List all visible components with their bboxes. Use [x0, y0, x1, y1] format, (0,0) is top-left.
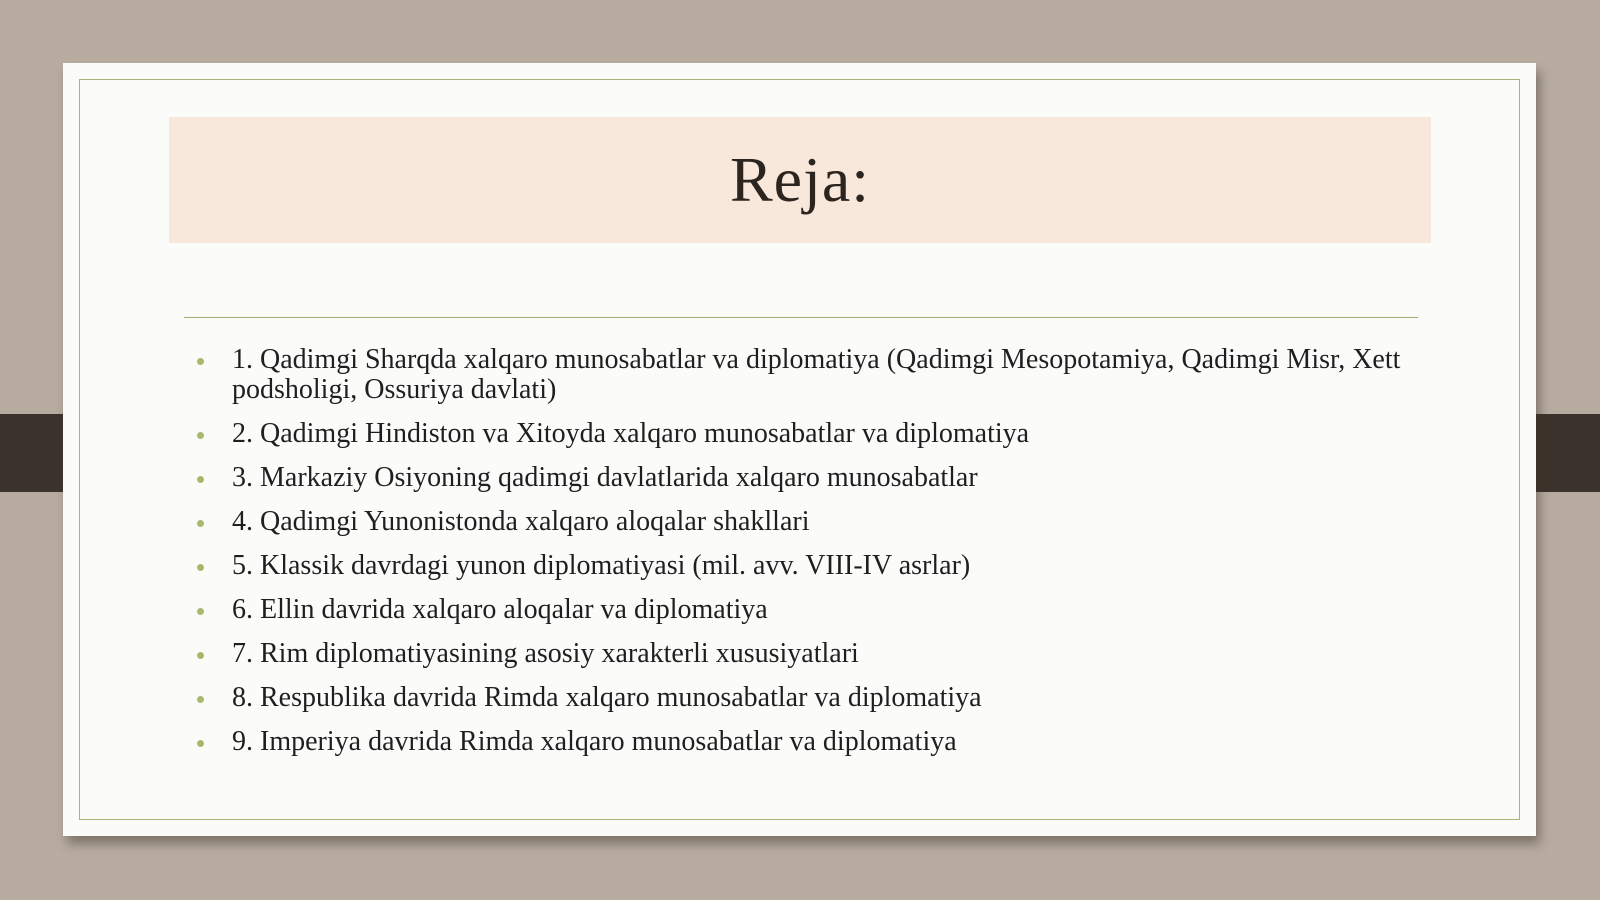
list-item [196, 639, 1426, 669]
list-item [196, 463, 1426, 493]
list-item [196, 683, 1426, 713]
list-item [196, 551, 1426, 581]
bullet-icon [197, 476, 204, 483]
bullet-icon [197, 520, 204, 527]
list-item-text: 9. Imperiya davrida Rimda xalqaro munosabatlar va diplomatiya [232, 726, 957, 757]
list-item [196, 727, 1426, 757]
bullet-icon [197, 652, 204, 659]
list-item [196, 595, 1426, 625]
bullet-icon [197, 696, 204, 703]
list-item [196, 507, 1426, 537]
plan-list [196, 345, 1426, 771]
list-item-text: 2. Qadimgi Hindiston va Xitoyda xalqaro munosabatlar va diplomatiya [232, 418, 1030, 449]
list-item-text: 5. Klassik davrdagi yunon diplomatiyasi (mil. avv. VIII-IV asrlar) [232, 550, 971, 581]
bullet-icon [197, 608, 204, 615]
list-item-text: 1. Qadimgi Sharqda xalqaro munosabatlar va diplomatiya (Qadimgi Mesopotamiya, Qadimgi Misr, Xett podsholigi, Ossuriya davlati) [232, 344, 1401, 405]
bullet-icon [197, 740, 204, 747]
title-band [169, 117, 1431, 243]
list-item [196, 345, 1426, 405]
bullet-icon [197, 432, 204, 439]
slide-title: Reja: [729, 144, 871, 215]
bullet-icon [197, 358, 204, 365]
list-item [196, 419, 1426, 449]
list-item-text: 7. Rim diplomatiyasining asosiy xarakterli xususiyatlari [232, 638, 859, 669]
list-item-text: 3. Markaziy Osiyoning qadimgi davlatlarida xalqaro munosabatlar [232, 462, 978, 493]
bullet-icon [197, 564, 204, 571]
list-item-text: 4. Qadimgi Yunonistonda xalqaro aloqalar shakllari [232, 506, 810, 537]
list-item-text: 6. Ellin davrida xalqaro aloqalar va diplomatiya [232, 594, 768, 625]
title-divider [184, 317, 1418, 318]
list-item-text: 8. Respublika davrida Rimda xalqaro munosabatlar va diplomatiya [232, 682, 982, 713]
